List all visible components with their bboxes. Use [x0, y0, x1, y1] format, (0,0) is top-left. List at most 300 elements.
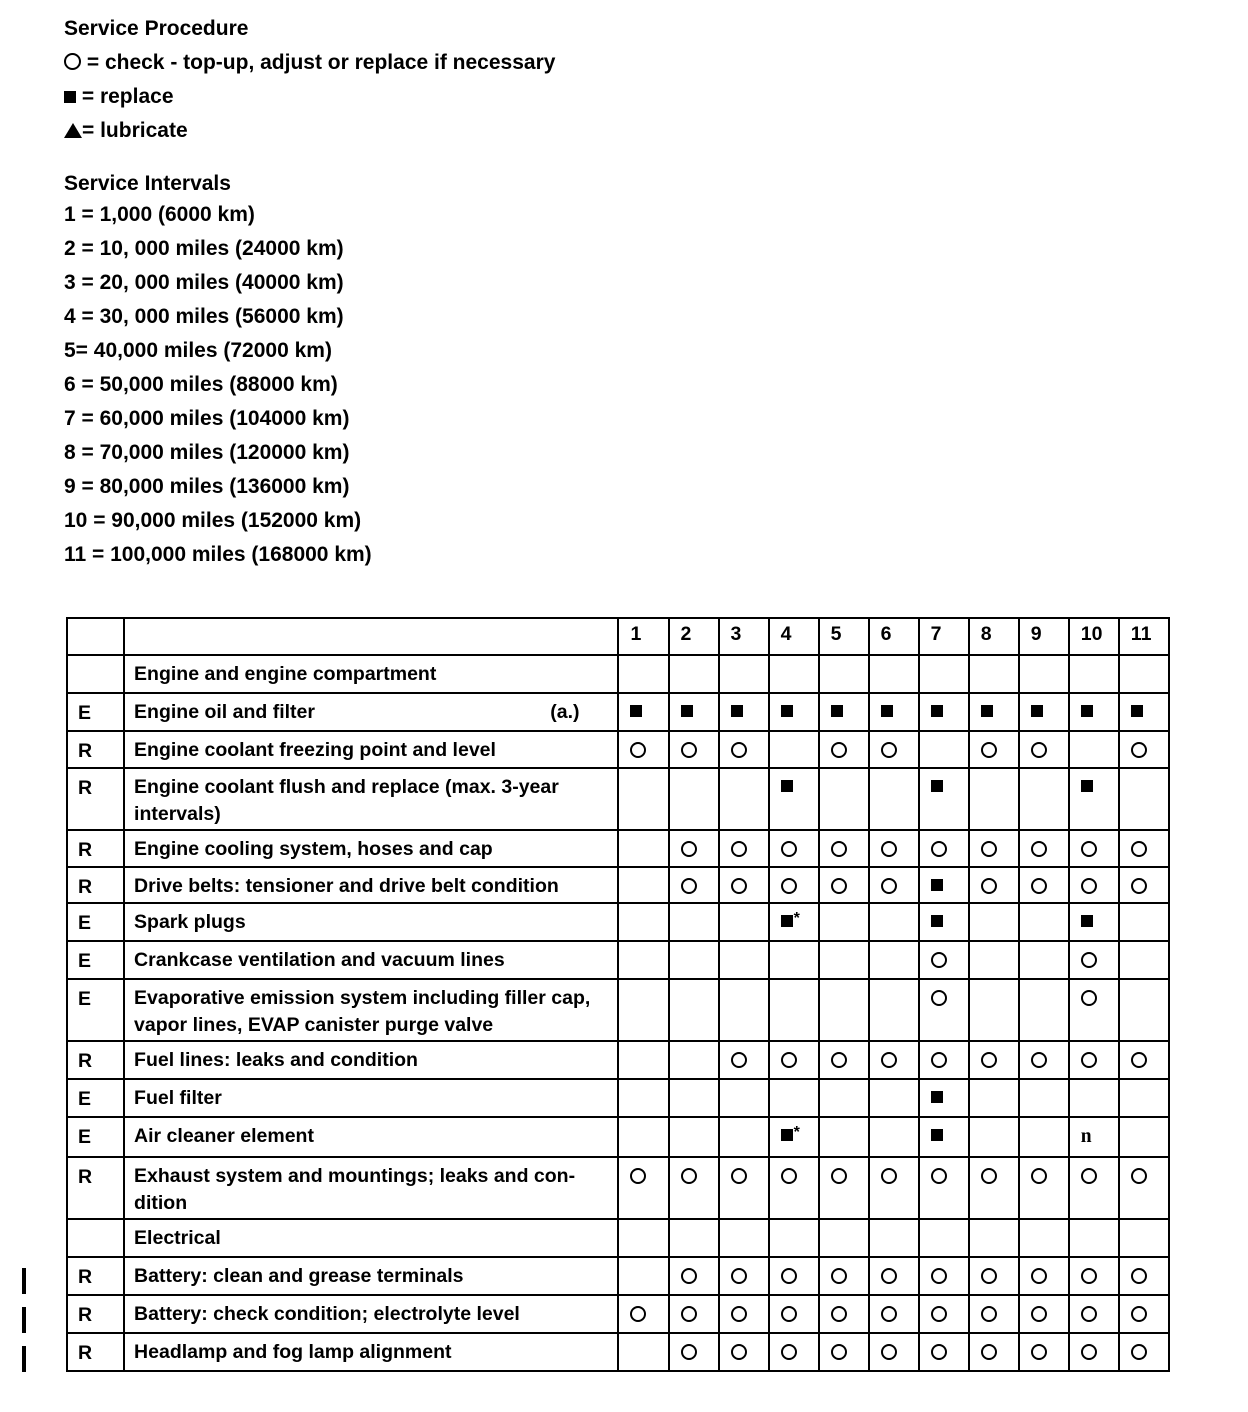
interval-cell [669, 655, 719, 693]
circle-icon [64, 53, 81, 70]
interval-item: 2 = 10, 000 miles (24000 km) [64, 237, 344, 260]
interval-item: 8 = 70,000 miles (120000 km) [64, 441, 350, 464]
code-cell: R [67, 830, 124, 867]
check-circle-icon [881, 1344, 897, 1360]
table-row [67, 1117, 1169, 1157]
code-cell [67, 1219, 124, 1257]
column-header: 7 [919, 618, 969, 655]
interval-cell [869, 867, 919, 903]
interval-cell [869, 768, 919, 830]
replace-square-icon [781, 1129, 793, 1141]
table-row [67, 830, 1169, 867]
interval-item: 7 = 60,000 miles (104000 km) [64, 407, 350, 430]
interval-cell [819, 693, 869, 731]
code-cell: E [67, 1079, 124, 1117]
interval-item: 1 = 1,000 (6000 km) [64, 203, 255, 226]
interval-cell [719, 1219, 769, 1257]
check-circle-icon [1081, 1168, 1097, 1184]
change-bar [22, 1307, 26, 1333]
interval-cell [919, 768, 969, 830]
column-header: 6 [869, 618, 919, 655]
intervals-list [64, 198, 555, 572]
item-label-text: Air cleaner element [134, 1125, 314, 1147]
table-row [67, 1333, 1169, 1371]
interval-cell [1119, 979, 1169, 1041]
interval-cell [969, 1257, 1019, 1295]
square-icon [64, 91, 76, 103]
section-row [67, 655, 1169, 693]
interval-item: 5= 40,000 miles (72000 km) [64, 339, 332, 362]
interval-cell [819, 979, 869, 1041]
interval-cell [769, 1219, 819, 1257]
interval-cell [1019, 768, 1069, 830]
interval-cell [669, 941, 719, 979]
check-circle-icon [781, 1344, 797, 1360]
code-cell: R [67, 1041, 124, 1079]
interval-cell [969, 1117, 1019, 1157]
interval-cell [719, 731, 769, 768]
interval-cell [669, 1041, 719, 1079]
code-cell: R [67, 1257, 124, 1295]
check-circle-icon [881, 878, 897, 894]
code-cell: E [67, 903, 124, 941]
service-schedule-table [66, 617, 1170, 1372]
item-label [124, 941, 618, 979]
check-circle-icon [1031, 1268, 1047, 1284]
check-circle-icon [831, 841, 847, 857]
replace-square-icon [831, 705, 843, 717]
check-circle-icon [981, 1052, 997, 1068]
interval-cell [1069, 1041, 1119, 1079]
check-circle-icon [931, 1268, 947, 1284]
replace-square-icon [731, 705, 743, 717]
interval-cell [919, 1041, 969, 1079]
interval-cell [919, 655, 969, 693]
interval-cell [1019, 830, 1069, 867]
interval-cell [769, 941, 819, 979]
item-label-text: Engine coolant freezing point and level [134, 739, 496, 761]
check-circle-icon [681, 1344, 697, 1360]
replace-square-icon [1081, 915, 1093, 927]
interval-cell [869, 1079, 919, 1117]
interval-cell [769, 693, 819, 731]
interval-cell [969, 1295, 1019, 1333]
interval-cell [669, 1257, 719, 1295]
interval-cell [919, 1219, 969, 1257]
check-circle-icon [981, 1168, 997, 1184]
interval-cell [1119, 731, 1169, 768]
interval-cell [919, 1117, 969, 1157]
interval-cell [769, 979, 819, 1041]
interval-cell [1119, 693, 1169, 731]
replace-square-icon [1081, 705, 1093, 717]
interval-cell [1019, 1157, 1069, 1219]
interval-cell [769, 1079, 819, 1117]
interval-cell [869, 1117, 919, 1157]
interval-cell [869, 1157, 919, 1219]
item-label [124, 1333, 618, 1371]
section-label: Engine and engine compartment [124, 655, 618, 693]
check-circle-icon [781, 1268, 797, 1284]
section-row [67, 1219, 1169, 1257]
interval-cell [819, 731, 869, 768]
interval-cell [869, 830, 919, 867]
check-circle-icon [831, 1306, 847, 1322]
check-circle-icon [781, 1306, 797, 1322]
item-label-text: Fuel filter [134, 1087, 222, 1109]
interval-cell [669, 1079, 719, 1117]
interval-cell [819, 768, 869, 830]
check-circle-icon [731, 878, 747, 894]
interval-cell [1069, 1333, 1119, 1371]
replace-square-icon [931, 879, 943, 891]
interval-cell [719, 1333, 769, 1371]
check-circle-icon [681, 742, 697, 758]
interval-cell [1119, 1117, 1169, 1157]
interval-cell [819, 903, 869, 941]
legend-lubricate: = lubricate [64, 114, 555, 148]
interval-cell [1069, 1257, 1119, 1295]
interval-cell [1019, 1257, 1069, 1295]
interval-cell [819, 941, 869, 979]
check-circle-icon [630, 1306, 646, 1322]
interval-cell [919, 1295, 969, 1333]
check-circle-icon [981, 841, 997, 857]
check-circle-icon [831, 742, 847, 758]
check-circle-icon [981, 1306, 997, 1322]
replace-square-icon [931, 915, 943, 927]
interval-cell [719, 693, 769, 731]
interval-cell [769, 867, 819, 903]
check-circle-icon [931, 1344, 947, 1360]
code-cell: E [67, 693, 124, 731]
interval-cell [618, 1295, 668, 1333]
interval-cell [1019, 979, 1069, 1041]
interval-cell [969, 1041, 1019, 1079]
interval-cell [869, 1295, 919, 1333]
item-label-text: Drive belts: tensioner and drive belt condition [134, 875, 559, 897]
code-cell: E [67, 941, 124, 979]
check-circle-icon [881, 1168, 897, 1184]
interval-cell [919, 1157, 969, 1219]
legend-check: = check - top-up, adjust or replace if necessary [64, 46, 555, 80]
intervals-title: Service Intervals [64, 172, 231, 195]
item-label-text: Spark plugs [134, 911, 246, 933]
check-circle-icon [681, 878, 697, 894]
table-row [67, 1257, 1169, 1295]
interval-cell [869, 1219, 919, 1257]
item-label [124, 693, 618, 731]
interval-cell [819, 1117, 869, 1157]
interval-cell [1119, 941, 1169, 979]
table-row [67, 1295, 1169, 1333]
interval-cell [1019, 1295, 1069, 1333]
legend-replace: = replace [64, 80, 555, 114]
interval-cell [618, 903, 668, 941]
check-circle-icon [1131, 742, 1147, 758]
check-circle-icon [1131, 841, 1147, 857]
interval-cell [1069, 867, 1119, 903]
check-circle-icon [681, 1168, 697, 1184]
interval-cell [769, 1257, 819, 1295]
item-label-text: Battery: check condition; electrolyte level [134, 1303, 520, 1325]
interval-cell [618, 693, 668, 731]
interval-cell [1119, 655, 1169, 693]
interval-cell [669, 867, 719, 903]
interval-cell [1069, 1295, 1119, 1333]
interval-cell [719, 1041, 769, 1079]
item-label-text: Engine oil and filter [134, 701, 315, 723]
check-circle-icon [1081, 841, 1097, 857]
interval-cell [869, 941, 919, 979]
interval-cell [969, 903, 1019, 941]
replace-square-icon [931, 705, 943, 717]
interval-cell [819, 1219, 869, 1257]
interval-cell [869, 1257, 919, 1295]
change-bar [22, 1268, 26, 1294]
check-circle-icon [1081, 990, 1097, 1006]
check-circle-icon [1031, 1344, 1047, 1360]
replace-square-icon [781, 915, 793, 927]
interval-cell [769, 655, 819, 693]
check-circle-icon [1081, 878, 1097, 894]
replace-square-icon [931, 1091, 943, 1103]
interval-cell [669, 768, 719, 830]
table-row [67, 1041, 1169, 1079]
interval-cell [919, 731, 969, 768]
interval-cell [819, 1333, 869, 1371]
check-circle-icon [931, 1052, 947, 1068]
column-header: 8 [969, 618, 1019, 655]
interval-cell [1019, 1117, 1069, 1157]
interval-cell [1119, 1219, 1169, 1257]
code-cell: R [67, 1333, 124, 1371]
item-label-text: Crankcase ventilation and vacuum lines [134, 949, 505, 971]
interval-cell [919, 867, 969, 903]
interval-cell [869, 903, 919, 941]
change-bar [22, 1346, 26, 1372]
table-row [67, 693, 1169, 731]
check-circle-icon [1031, 841, 1047, 857]
header-code-cell [67, 618, 124, 655]
code-cell: E [67, 979, 124, 1041]
interval-cell [669, 903, 719, 941]
interval-cell [1069, 941, 1119, 979]
interval-cell [1119, 1295, 1169, 1333]
check-circle-icon [1081, 1306, 1097, 1322]
interval-cell [669, 1333, 719, 1371]
interval-cell [919, 941, 969, 979]
check-circle-icon [731, 742, 747, 758]
check-circle-icon [1031, 1168, 1047, 1184]
interval-cell [1119, 1079, 1169, 1117]
interval-cell [769, 903, 819, 941]
interval-cell [969, 1219, 1019, 1257]
column-header: 1 [618, 618, 668, 655]
interval-cell [1119, 867, 1169, 903]
item-label [124, 768, 618, 830]
interval-cell [1019, 731, 1069, 768]
interval-cell [618, 867, 668, 903]
check-circle-icon [831, 1268, 847, 1284]
replace-square-icon [981, 705, 993, 717]
item-label [124, 867, 618, 903]
interval-cell [618, 1041, 668, 1079]
interval-cell [969, 941, 1019, 979]
item-label [124, 979, 618, 1041]
interval-cell [969, 979, 1019, 1041]
check-circle-icon [1131, 1168, 1147, 1184]
item-label-text: Battery: clean and grease terminals [134, 1265, 464, 1287]
interval-cell [819, 1157, 869, 1219]
check-circle-icon [781, 1168, 797, 1184]
interval-cell [669, 979, 719, 1041]
item-label [124, 731, 618, 768]
interval-cell [869, 1041, 919, 1079]
interval-cell [769, 830, 819, 867]
code-cell: R [67, 867, 124, 903]
interval-cell [669, 693, 719, 731]
interval-item: 6 = 50,000 miles (88000 km) [64, 373, 338, 396]
interval-cell [919, 1333, 969, 1371]
check-circle-icon [931, 1168, 947, 1184]
code-cell: R [67, 1295, 124, 1333]
interval-cell [1119, 768, 1169, 830]
interval-cell [1019, 693, 1069, 731]
check-circle-icon [1031, 1306, 1047, 1322]
section-label: Electrical [124, 1219, 618, 1257]
interval-cell [1019, 1079, 1069, 1117]
check-circle-icon [1031, 878, 1047, 894]
check-circle-icon [731, 1052, 747, 1068]
interval-cell [969, 693, 1019, 731]
procedure-title: Service Procedure [64, 17, 249, 40]
item-label [124, 1257, 618, 1295]
table-row [67, 941, 1169, 979]
interval-item: 11 = 100,000 miles (168000 km) [64, 543, 372, 566]
check-circle-icon [1131, 1344, 1147, 1360]
check-circle-icon [1081, 1344, 1097, 1360]
interval-item: 3 = 20, 000 miles (40000 km) [64, 271, 344, 294]
check-circle-icon [731, 1344, 747, 1360]
interval-cell [819, 1257, 869, 1295]
check-circle-icon [881, 1052, 897, 1068]
interval-cell [819, 655, 869, 693]
check-circle-icon [981, 1344, 997, 1360]
check-circle-icon [1131, 1268, 1147, 1284]
interval-cell [869, 731, 919, 768]
interval-cell [618, 731, 668, 768]
replace-square-icon [781, 780, 793, 792]
item-note: (a.) [550, 701, 580, 723]
replace-square-icon [1031, 705, 1043, 717]
interval-cell [669, 731, 719, 768]
check-circle-icon [1131, 1306, 1147, 1322]
table-row [67, 1079, 1169, 1117]
asterisk: * [793, 910, 800, 927]
interval-cell [1119, 1157, 1169, 1219]
item-label [124, 1041, 618, 1079]
interval-cell [1069, 903, 1119, 941]
column-header: 4 [769, 618, 819, 655]
interval-cell [719, 1295, 769, 1333]
interval-cell [969, 1157, 1019, 1219]
interval-cell [1069, 1117, 1119, 1157]
item-label [124, 903, 618, 941]
interval-cell [719, 1117, 769, 1157]
interval-item: 9 = 80,000 miles (136000 km) [64, 475, 350, 498]
item-label-text: Engine coolant flush and replace (max. 3-year intervals) [134, 776, 559, 825]
interval-cell [969, 830, 1019, 867]
interval-cell [919, 979, 969, 1041]
check-circle-icon [981, 1268, 997, 1284]
check-circle-icon [931, 1306, 947, 1322]
interval-cell [1069, 830, 1119, 867]
check-circle-icon [781, 878, 797, 894]
interval-cell [669, 1295, 719, 1333]
item-label-text: Fuel lines: leaks and condition [134, 1049, 418, 1071]
interval-cell [969, 655, 1019, 693]
interval-cell [618, 768, 668, 830]
code-cell: E [67, 1117, 124, 1157]
interval-cell [719, 979, 769, 1041]
interval-cell [719, 867, 769, 903]
interval-item: 10 = 90,000 miles (152000 km) [64, 509, 362, 532]
replace-square-icon [931, 780, 943, 792]
column-header: 3 [719, 618, 769, 655]
interval-cell [769, 768, 819, 830]
interval-cell [1019, 1333, 1069, 1371]
interval-cell [769, 1041, 819, 1079]
interval-cell [719, 830, 769, 867]
replace-square-icon [630, 705, 642, 717]
table-row [67, 1157, 1169, 1219]
interval-cell [919, 830, 969, 867]
check-circle-icon [1131, 878, 1147, 894]
check-circle-icon [731, 1306, 747, 1322]
table-row [67, 867, 1169, 903]
table-row [67, 731, 1169, 768]
column-header: 9 [1019, 618, 1069, 655]
interval-cell [819, 1041, 869, 1079]
asterisk: * [793, 1124, 800, 1141]
interval-cell [719, 903, 769, 941]
interval-cell [1119, 903, 1169, 941]
check-circle-icon [831, 878, 847, 894]
check-circle-icon [1031, 742, 1047, 758]
check-circle-icon [781, 841, 797, 857]
interval-cell [618, 1157, 668, 1219]
interval-cell [618, 1333, 668, 1371]
interval-cell [1019, 867, 1069, 903]
check-circle-icon [630, 1168, 646, 1184]
interval-cell [1019, 1041, 1069, 1079]
interval-cell [719, 1157, 769, 1219]
interval-cell [769, 1333, 819, 1371]
check-circle-icon [831, 1168, 847, 1184]
interval-cell [919, 1257, 969, 1295]
interval-cell [618, 655, 668, 693]
interval-cell [719, 1079, 769, 1117]
interval-item: 4 = 30, 000 miles (56000 km) [64, 305, 344, 328]
item-label [124, 1117, 618, 1157]
replace-square-icon [931, 1129, 943, 1141]
column-header: 11 [1119, 618, 1169, 655]
interval-cell [1069, 693, 1119, 731]
interval-cell [669, 830, 719, 867]
table-row [67, 768, 1169, 830]
check-circle-icon [881, 1268, 897, 1284]
